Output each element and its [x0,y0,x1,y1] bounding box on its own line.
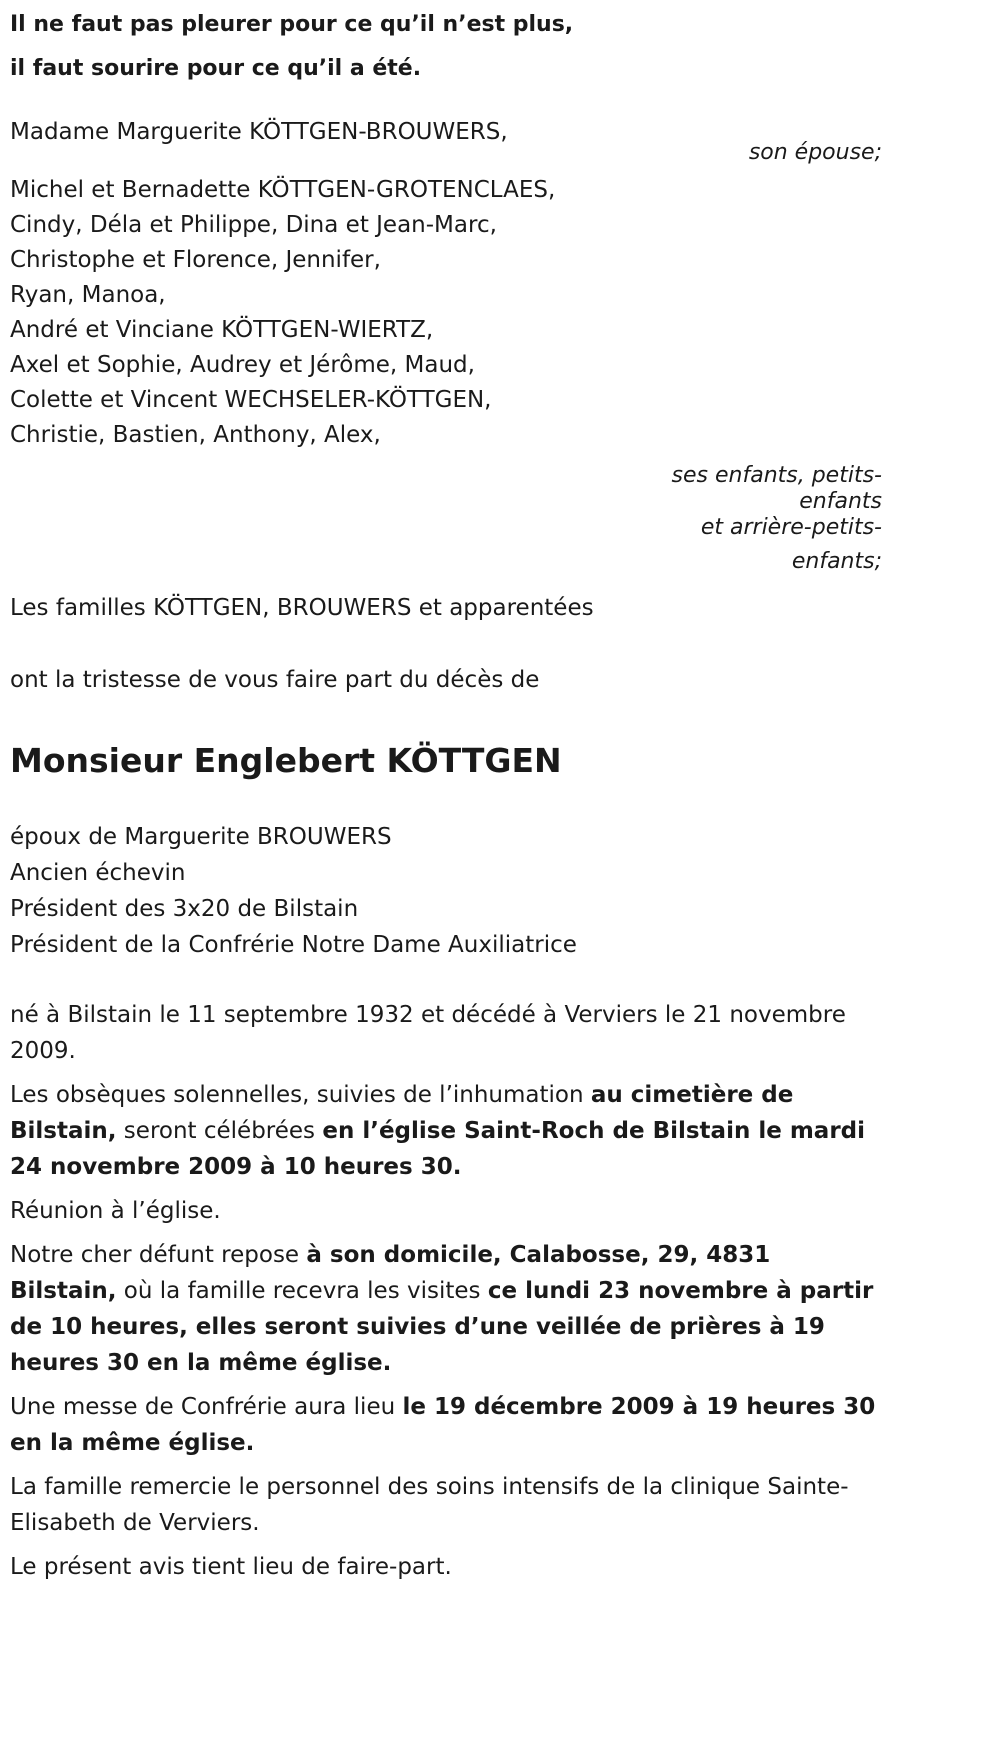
mass-details [10,1389,882,1461]
children-role-line-3: et arrière-petits- [700,515,882,540]
family-list [10,173,882,453]
repose-text-1: Notre cher défunt repose [10,1242,307,1268]
repose-details [10,1237,882,1381]
funeral-bold-1: au cimetière de Bilstain, [10,1082,794,1144]
spouse-role: son épouse; [748,140,882,165]
title-line: Président des 3x20 de Bilstain [10,896,359,922]
funeral-details [10,1077,882,1185]
children-role [10,459,882,579]
repose-text-2: où la famille recevra les visites [116,1278,488,1304]
repose-bold-2: ce lundi 23 novembre à partir de 10 heures, elles seront suivies d’une veillée de prières à 19 heures 30 en la même église. [10,1278,874,1376]
funeral-bold-2: en l’église Saint-Roch de Bilstain le mardi 24 novembre 2009 à 10 heures 30. [10,1118,866,1180]
title-line: époux de Marguerite BROUWERS [10,824,392,850]
mass-text-1: Une messe de Confrérie aura lieu [10,1394,403,1420]
epigraph-quote [10,3,882,91]
quote-line-2: il faut sourire pour ce qu’il a été. [10,56,422,81]
closing-note: Le présent avis tient lieu de faire-part. [10,1554,452,1580]
title-line: Président de la Confrérie Notre Dame Auxiliatrice [10,932,577,958]
family-line: Michel et Bernadette KÖTTGEN-GROTENCLAES, [10,177,556,203]
funeral-text-1: Les obsèques solennelles, suivies de l’inhumation [10,1082,591,1108]
family-line: Axel et Sophie, Audrey et Jérôme, Maud, [10,352,475,378]
children-role-line-4: enfants; [791,549,882,574]
family-line: Ryan, Manoa, [10,282,166,308]
funeral-text-2: seront célébrées [116,1118,323,1144]
family-line: Christophe et Florence, Jennifer, [10,247,381,273]
quote-line-1: Il ne faut pas pleurer pour ce qu’il n’est plus, [10,12,574,37]
children-role-line-1: ses enfants, petits- [671,463,882,488]
extended-families: Les familles KÖTTGEN, BROUWERS et apparentées [10,595,594,621]
spouse-name: Madame Marguerite KÖTTGEN-BROUWERS, [10,119,508,145]
repose-bold-1: à son domicile, Calabosse, 29, 4831 Bilstain, [10,1242,771,1304]
family-line: André et Vinciane KÖTTGEN-WIERTZ, [10,317,434,343]
thanks-note: La famille remercie le personnel des soins intensifs de la clinique Sainte-Elisabeth de Verviers. [10,1474,849,1536]
mass-bold-1: le 19 décembre 2009 à 19 heures 30 en la même église. [10,1394,876,1456]
title-line: Ancien échevin [10,860,186,886]
family-line: Cindy, Déla et Philippe, Dina et Jean-Marc, [10,212,497,238]
death-notice [10,0,882,1585]
announcement-line: ont la tristesse de vous faire part du décès de [10,667,540,693]
birth-death-dates: né à Bilstain le 11 septembre 1932 et décédé à Verviers le 21 novembre 2009. [10,1002,846,1064]
deceased-titles [10,819,882,963]
family-line: Christie, Bastien, Anthony, Alex, [10,422,381,448]
children-role-line-2: enfants [799,489,882,514]
deceased-name: Monsieur Englebert KÖTTGEN [10,741,562,780]
family-line: Colette et Vincent WECHSELER-KÖTTGEN, [10,387,492,413]
reunion-note: Réunion à l’église. [10,1198,221,1224]
